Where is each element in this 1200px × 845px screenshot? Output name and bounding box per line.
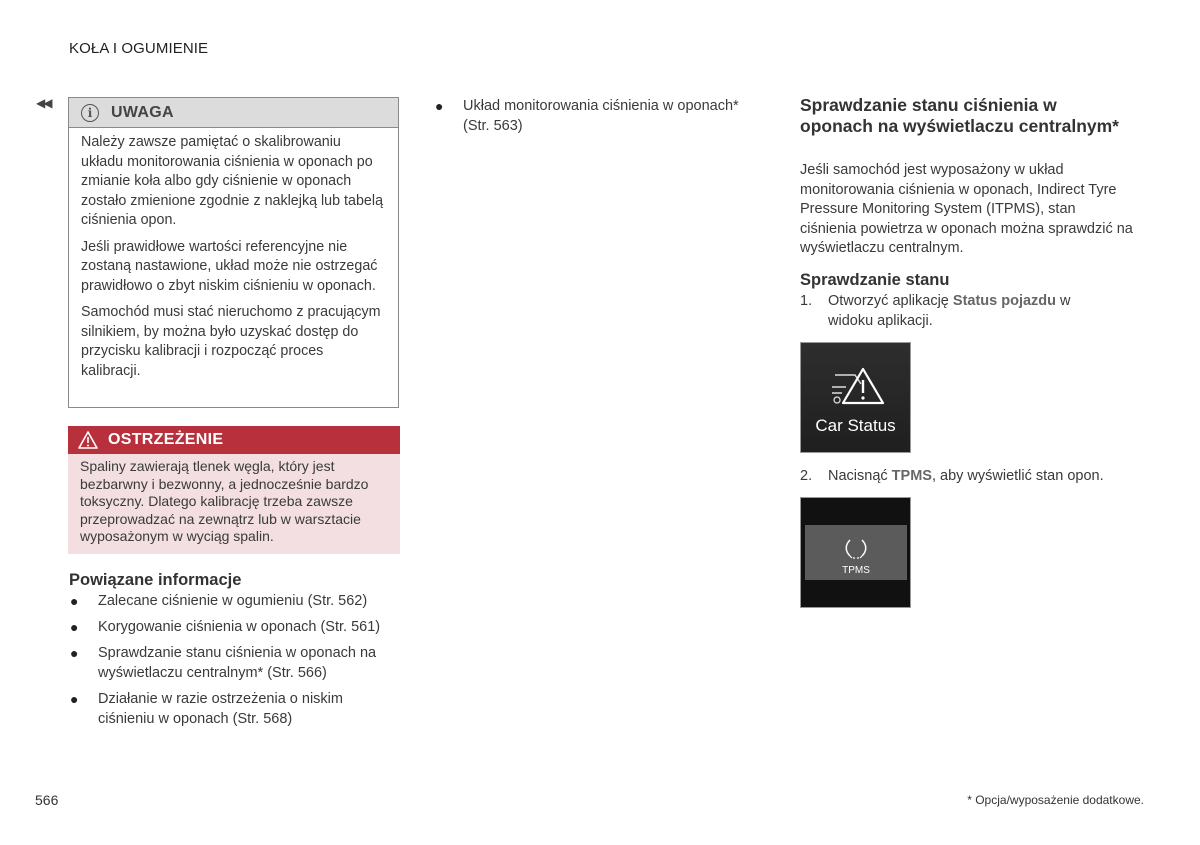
app-tile-label: Car Status — [815, 416, 896, 435]
tpms-button[interactable] — [805, 525, 907, 580]
step-number: 2. — [800, 468, 813, 484]
note-body — [69, 128, 398, 381]
related-link[interactable]: ● Działanie w razie ostrzeżenia o niskim ciśnieniu w oponach (Str. 568) — [70, 691, 343, 727]
car-warning-icon — [829, 365, 885, 407]
warning-header — [68, 426, 400, 454]
bullet-icon: ● — [70, 593, 79, 609]
car-status-app-tile[interactable] — [800, 342, 911, 453]
step-2 — [800, 466, 1140, 486]
warning-text: Spaliny zawierają tlenek węgla, który jest bezbarwny i bezwonny, a jednocześnie bardzo toksyczny. Dlatego kalibrację trzeba zawsze przeprowadzać na zewnątrz lub w warsztacie wyposażonym w wyciąg spalin. — [80, 458, 369, 544]
section-header: KOŁA I OGUMIENIE — [69, 40, 209, 57]
app-name: Status pojazdu — [952, 293, 1057, 309]
warning-box — [68, 426, 400, 554]
related-link[interactable]: ● Korygowanie ciśnienia w oponach (Str. 561) — [70, 619, 381, 635]
note-paragraph: Należy zawsze pamiętać o skalibrowaniu układu monitorowania ciśnienia w oponach po zmianie koła albo gdy ciśnienie w oponach zostało zmienione zgodnie z naklejką lub tabelą ciśnienia opon. — [81, 134, 384, 228]
bullet-icon: ● — [70, 645, 79, 661]
bullet-icon: ● — [70, 619, 79, 635]
back-marker-icon: ◀◀ — [36, 96, 51, 110]
step-1 — [800, 291, 1100, 331]
note-paragraph: Samochód musi stać nieruchomo z pracującym silnikiem, by można było uzyskać dostęp do przycisku kalibracji i rozpocząć proces kalibracji. — [81, 304, 381, 379]
bullet-icon: ● — [70, 691, 79, 707]
related-link[interactable]: ● Sprawdzanie stanu ciśnienia w oponach na wyświetlaczu centralnym* (Str. 566) — [70, 645, 377, 681]
page-number: 566 — [35, 792, 59, 808]
step-text: Nacisnąć TPMS, aby wyświetlić stan opon. — [828, 468, 1104, 484]
tpms-tile-label: TPMS — [842, 565, 870, 576]
warning-title: OSTRZEŻENIE — [108, 431, 224, 448]
tpms-label: TPMS — [891, 468, 932, 484]
section-intro: Jeśli samochód jest wyposażony w układ monitorowania ciśnienia w oponach, Indirect Tyre Pressure Monitoring System (ITPMS), stan ciśnienia powietrza w oponach można sprawdzić na wyświetlaczu centralnym. — [800, 162, 1133, 256]
note-box — [68, 97, 399, 408]
note-paragraph: Jeśli prawidłowe wartości referencyjne nie zostaną nastawione, układ może nie ostrzegać prawidłowo o zbyt niskim ciśnieniu w oponach. — [81, 238, 378, 294]
bullet-icon: ● — [435, 98, 444, 114]
info-icon: i — [81, 104, 99, 122]
note-title: UWAGA — [111, 103, 174, 121]
warning-triangle-icon — [78, 431, 98, 449]
tpms-screen — [800, 497, 911, 608]
step-number: 1. — [800, 293, 813, 309]
related-info-list — [69, 591, 401, 735]
middle-related-list — [434, 96, 764, 142]
related-link[interactable]: ● Układ monitorowania ciśnienia w oponach* (Str. 563) — [435, 98, 739, 134]
related-link[interactable]: ● Zalecane ciśnienie w ogumieniu (Str. 562) — [70, 593, 368, 609]
footnote: * Opcja/wyposażenie dodatkowe. — [967, 793, 1144, 807]
check-status-heading: Sprawdzanie stanu — [800, 271, 950, 289]
note-header — [69, 98, 398, 128]
step-text: Otworzyć aplikację Status pojazdu w widoku aplikacji. — [828, 293, 1071, 329]
tyre-pressure-icon — [844, 537, 868, 559]
section-title: Sprawdzanie stanu ciśnienia w oponach na wyświetlaczu centralnym* — [800, 95, 1119, 136]
related-info-heading: Powiązane informacje — [69, 571, 242, 589]
